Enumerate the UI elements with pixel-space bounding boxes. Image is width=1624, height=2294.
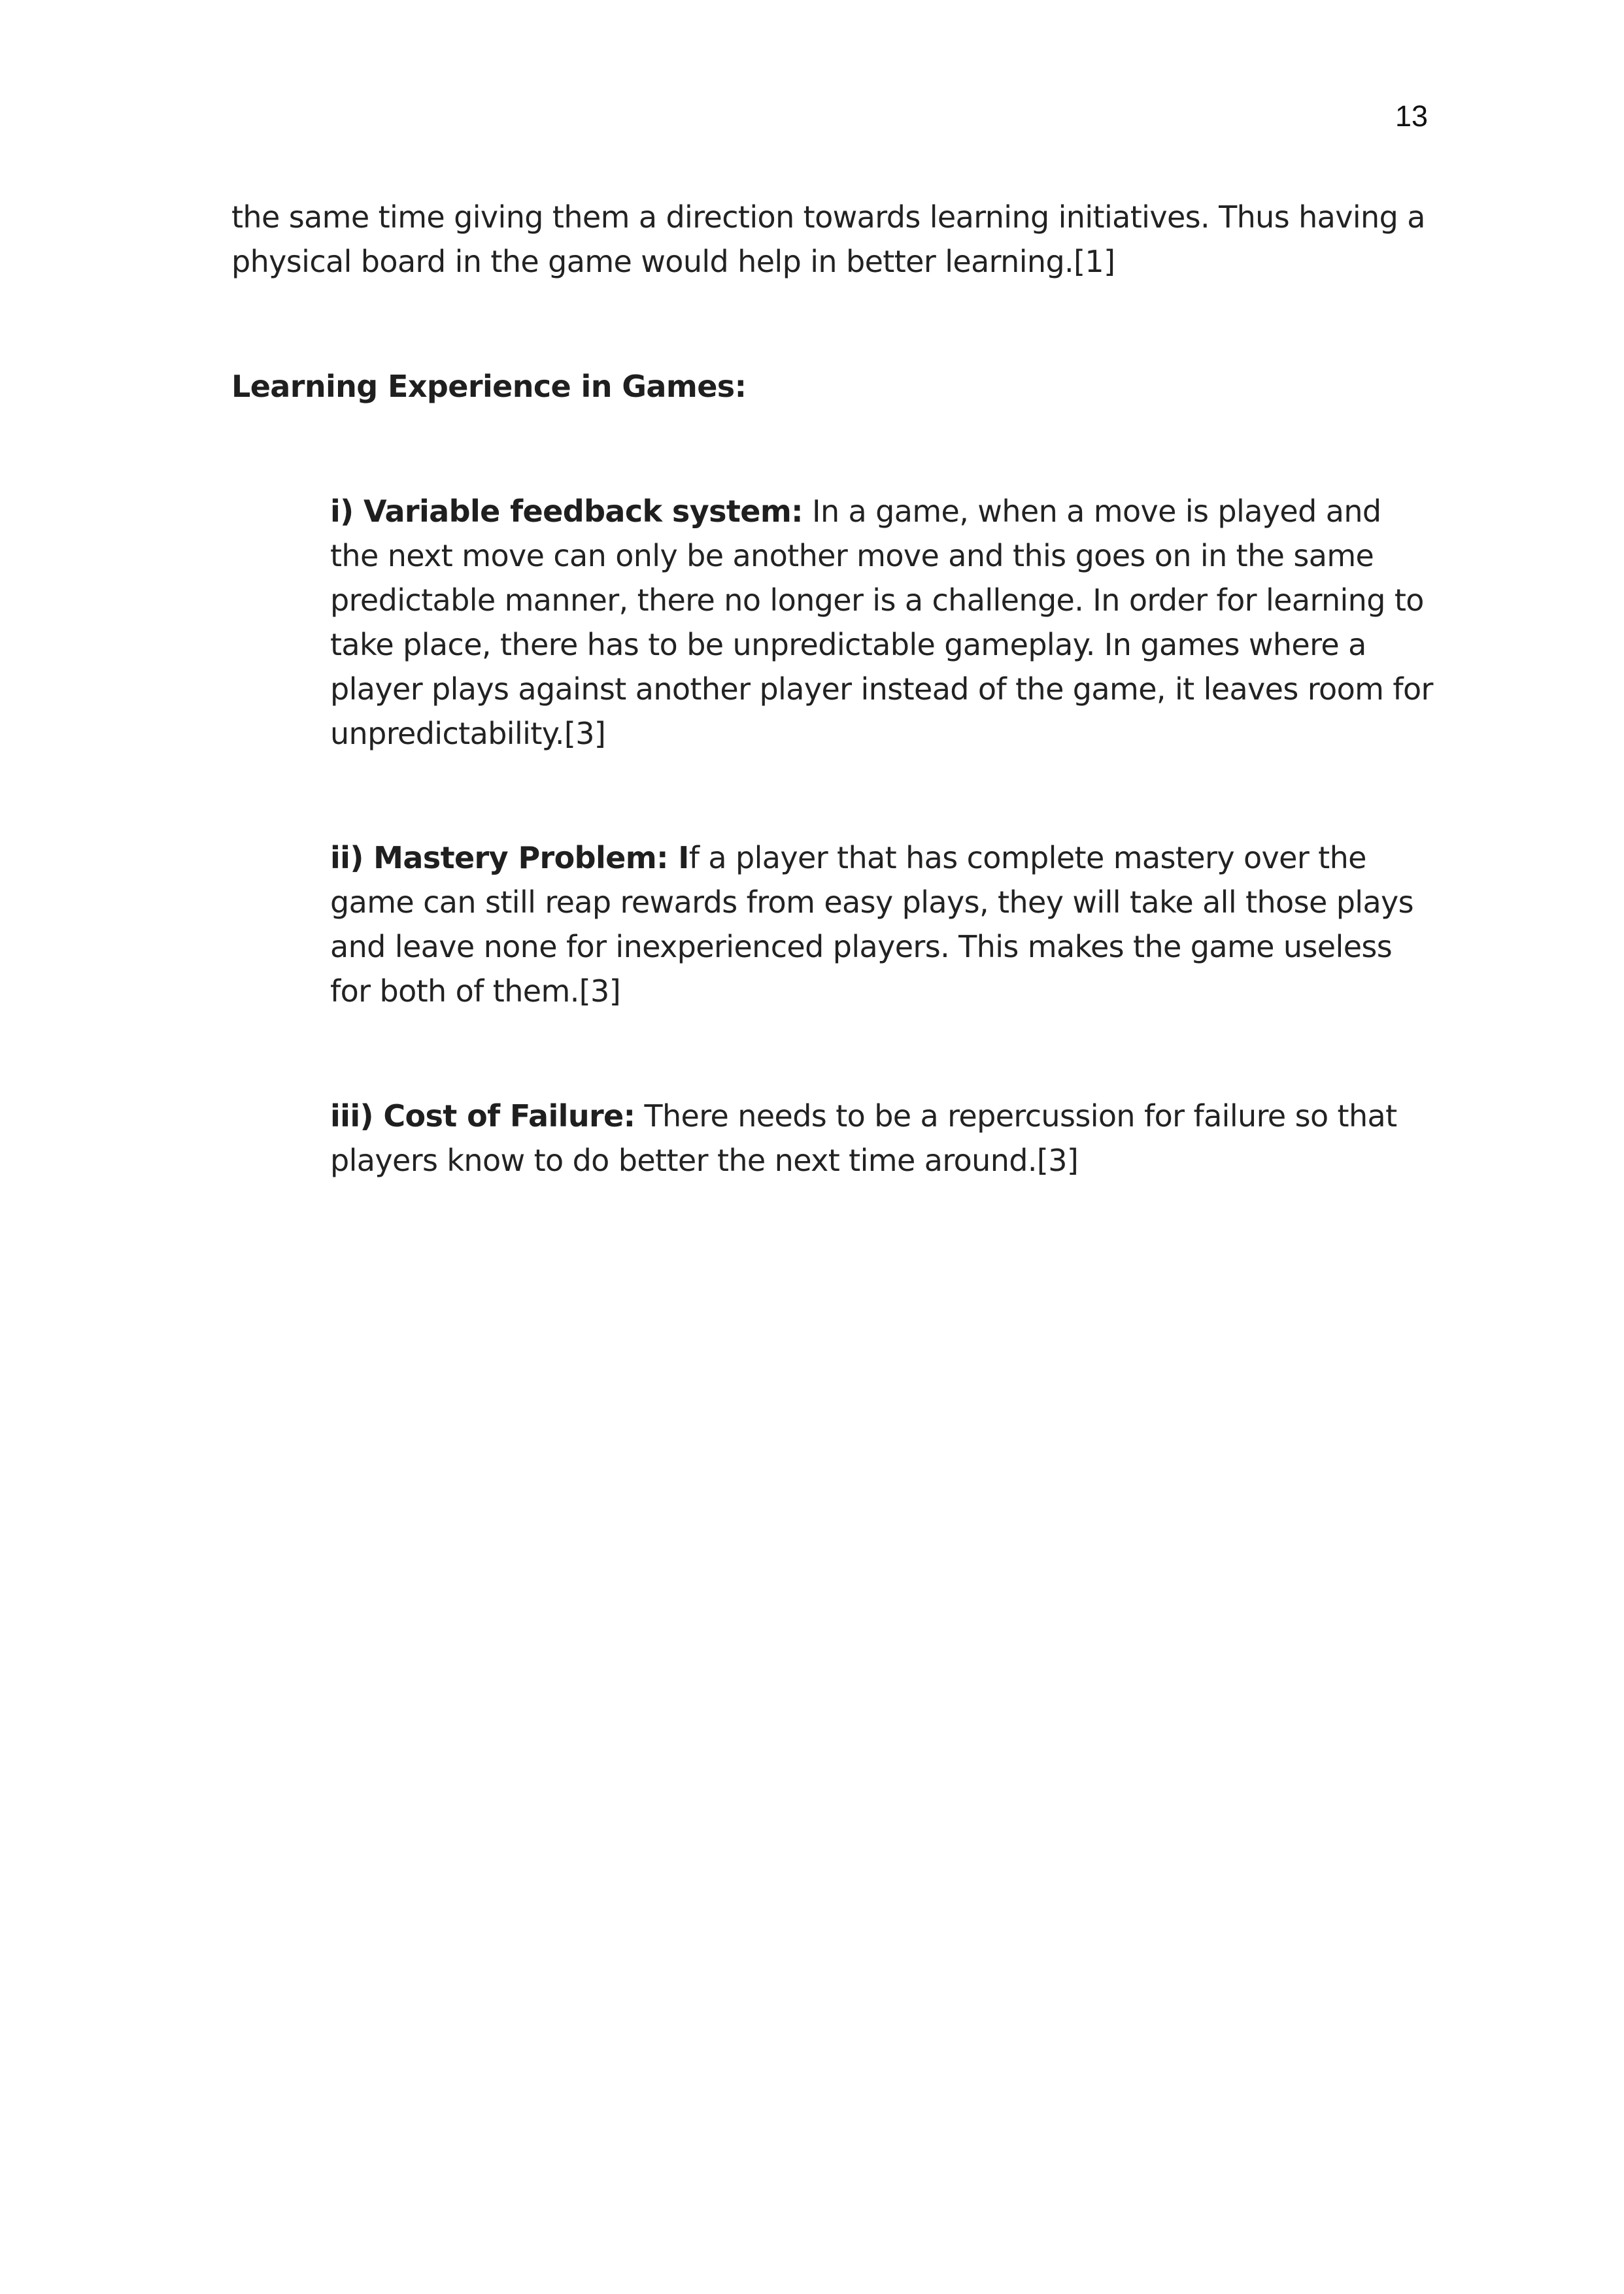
list-item-mastery-problem [330,835,1435,1013]
page-number: 13 [1395,99,1428,133]
intro-paragraph: the same time giving them a direction towards learning initiatives. Thus having a physical board in the game would help in better learning.[1] [231,199,1425,279]
list-item-variable-feedback [330,489,1435,756]
list-item-text: There needs to be a repercussion for failure so that players know to do better the next time around.[3] [330,1098,1397,1178]
list-item-text: In a game, when a move is played and the next move can only be another move and this goes on in the same predictable manner, there no longer is a challenge. In order for learning to take place, there has to be unpredictable gameplay. In games where a player plays against another player instead of the game, it leaves room for unpredictability.[3] [330,494,1433,751]
list-item-text: f a player that has complete mastery over the game can still reap rewards from easy plays, they will take all those plays and leave none for inexperienced players. This makes the game useless for both of them.[3] [330,840,1414,1009]
section-heading: Learning Experience in Games: [231,369,747,404]
list-item-term: i) Variable feedback system: [330,494,803,529]
list-item-cost-of-failure [330,1094,1435,1183]
list-item-term: ii) Mastery Problem: I [330,840,689,875]
list-item-term: iii) Cost of Failure: [330,1098,635,1134]
